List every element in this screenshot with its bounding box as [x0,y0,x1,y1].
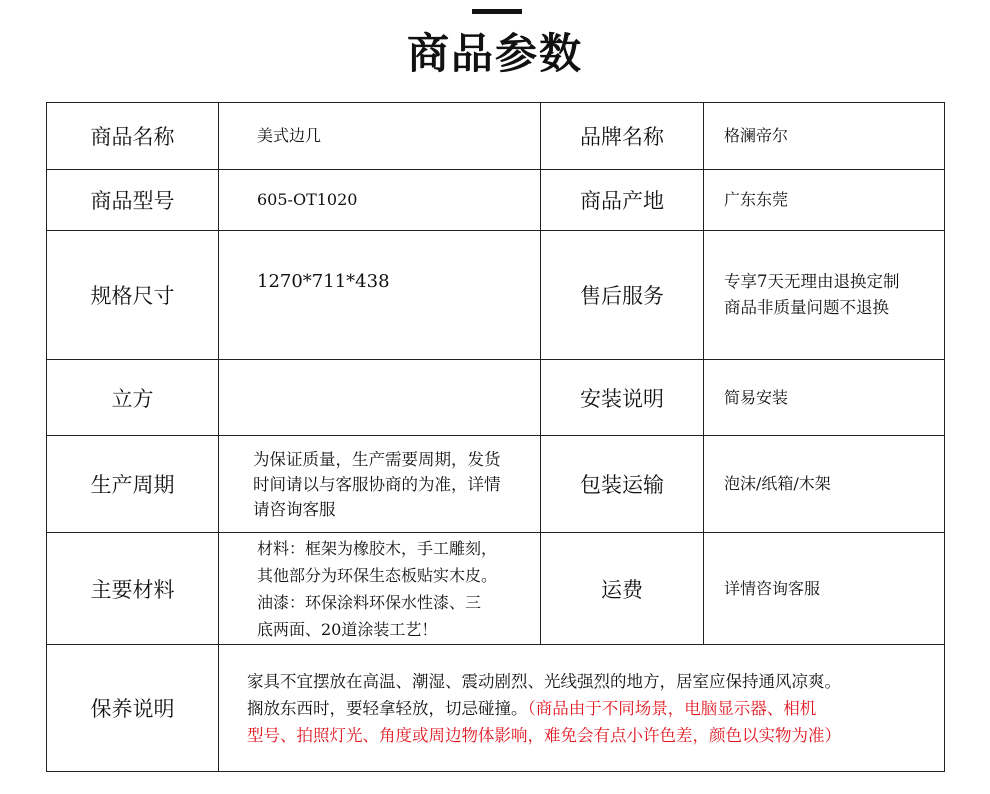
value-packaging: 泡沫/纸箱/木架 [704,436,945,533]
table-row [47,436,945,533]
table-row [47,645,945,772]
materials-line: 材料：框架为橡胶木，手工雕刻， [257,538,498,558]
value-care [219,645,945,772]
label-brand-name: 品牌名称 [541,103,704,170]
label-install: 安装说明 [541,360,704,436]
color-disclaimer: 型号、拍照灯光、角度或周边物体影响，难免会有点小许色差，颜色以实物为准） [247,725,841,745]
table-row [47,103,945,170]
after-sales-line: 商品非质量问题不退换 [724,298,889,317]
label-size: 规格尺寸 [47,231,219,360]
table-row [47,360,945,436]
care-line: 家具不宜摆放在高温、潮湿、震动剧烈、光线强烈的地方，居室应保持通风凉爽。 [247,671,841,691]
label-model: 商品型号 [47,170,219,231]
table-row [47,231,945,360]
product-params-table [46,102,945,772]
value-install: 简易安装 [704,360,945,436]
label-volume: 立方 [47,360,219,436]
production-cycle-line: 时间请以与客服协商的为准，详情 [253,474,501,494]
after-sales-line: 专享7天无理由退换定制 [724,272,900,291]
label-after-sales: 售后服务 [541,231,704,360]
materials-line: 底两面、20道涂装工艺！ [257,619,438,639]
care-line [247,695,944,722]
value-model: 605-OT1020 [219,170,541,231]
value-after-sales [704,231,945,360]
value-shipping-fee: 详情咨询客服 [704,533,945,645]
value-origin: 广东东莞 [704,170,945,231]
label-care: 保养说明 [47,645,219,772]
label-product-name: 商品名称 [47,103,219,170]
label-packaging: 包装运输 [541,436,704,533]
production-cycle-line: 请咨询客服 [253,499,336,519]
production-cycle-line: 为保证质量，生产需要周期，发货 [253,449,501,469]
value-production-cycle [219,436,541,533]
table-row [47,533,945,645]
value-materials [219,533,541,645]
label-materials: 主要材料 [47,533,219,645]
care-line-text: 搁放东西时，要轻拿轻放，切忌碰撞。 [247,698,528,718]
value-product-name: 美式边几 [219,103,541,170]
color-disclaimer: （商品由于不同场景，电脑显示器、相机 [527,698,817,718]
table-row [47,170,945,231]
value-size: 1270*711*438 [219,231,541,360]
page-title: 商品参数 [406,29,583,78]
title-accent-bar [472,9,522,14]
label-origin: 商品产地 [541,170,704,231]
label-shipping-fee: 运费 [541,533,704,645]
materials-line: 其他部分为环保生态板贴实木皮。 [257,565,498,585]
materials-line: 油漆：环保涂料环保水性漆、三 [257,592,482,612]
value-brand-name: 格澜帝尔 [704,103,945,170]
label-production-cycle: 生产周期 [47,436,219,533]
value-volume [219,360,541,436]
